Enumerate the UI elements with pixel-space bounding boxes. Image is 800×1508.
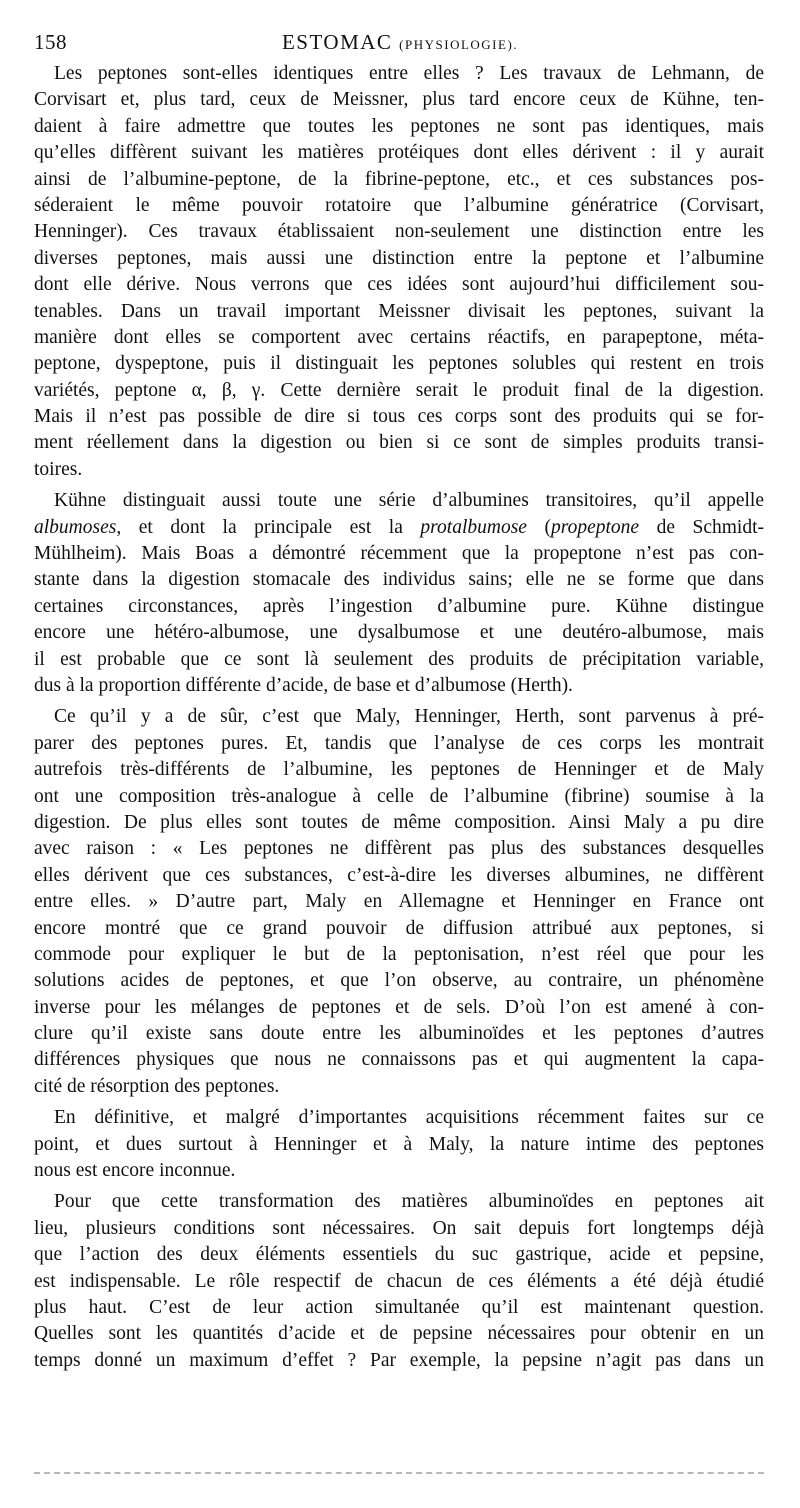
text-line: ont une composition très-analogue à celle de l’albumine (fibrine) soumise à la <box>34 785 764 807</box>
running-header <box>34 30 766 58</box>
text-line: dont elle dérive. Nous verrons que ces idées sont aujourd’hui difficilement sou- <box>34 274 764 296</box>
paragraph <box>34 1189 764 1374</box>
text-line: temps donné un maximum d’effet ? Par exemple, la pepsine n’agit pas dans un <box>34 1349 764 1371</box>
text-line: certaines circonstances, après l’ingestion d’albumine pure. Kühne distingue <box>34 595 764 617</box>
paragraph <box>34 61 764 483</box>
text-line: est indispensable. Le rôle respectif de chacun de ces éléments a été déjà étudié <box>34 1270 764 1292</box>
body-text <box>34 61 764 1374</box>
text-line: parer des peptones pures. Et, tandis que l’analyse de ces corps les montrait <box>34 732 764 754</box>
text-line: variétés, peptone α, β, γ. Cette dernière serait le produit final de la digestion. <box>34 379 764 401</box>
text-line: séderaient le même pouvoir rotatoire que l’albumine génératrice (Corvisart, <box>34 194 764 216</box>
text-line: peptone, dyspeptone, puis il distinguait les peptones solubles qui restent en trois <box>34 353 764 375</box>
text-line: stante dans la digestion stomacale des individus sains; elle ne se forme que dans <box>34 569 764 591</box>
text-line: lieu, plusieurs conditions sont nécessaires. On sait depuis fort longtemps déjà <box>34 1217 764 1239</box>
text-line: avec raison : « Les peptones ne diffèrent pas plus des substances desquelles <box>34 838 764 860</box>
text-line: solutions acides de peptones, et que l’on observe, au contraire, un phénomène <box>34 970 764 992</box>
running-title <box>34 30 766 55</box>
text-line: nous est encore inconnue. <box>34 1160 236 1182</box>
bottom-rule <box>34 1472 764 1474</box>
text-line: Mais il n’est pas possible de dire si tous ces corps sont des produits qui se for- <box>34 406 764 428</box>
text-line: il est probable que ce sont là seulement des produits de précipitation variable, <box>34 648 764 670</box>
text-line: toires. <box>34 458 83 480</box>
text-line: plus haut. C’est de leur action simultanée qu’il est maintenant question. <box>34 1296 764 1318</box>
text-line: manière dont elles se comportent avec certains réactifs, en parapeptone, méta- <box>34 326 764 348</box>
paragraph <box>34 1105 764 1184</box>
text-line: autrefois très-différents de l’albumine, les peptones de Henninger et de Maly <box>34 759 764 781</box>
paragraph <box>34 488 764 699</box>
text-line: Quelles sont les quantités d’acide et de pepsine nécessaires pour obtenir en un <box>34 1323 764 1345</box>
text-line: ment réellement dans la digestion ou bien si ce sont de simples produits transi- <box>34 432 764 454</box>
text-line: digestion. De plus elles sont toutes de même composition. Ainsi Maly a pu dire <box>34 811 764 833</box>
text-line: Corvisart et, plus tard, ceux de Meissner, plus tard encore ceux de Kühne, ten- <box>34 89 764 111</box>
text-line: clure qu’il existe sans doute entre les albuminoïdes et les peptones d’autres <box>34 1023 764 1045</box>
text-line: albumoses, et dont la principale est la protalbumose (propeptone de Schmidt- <box>34 516 764 538</box>
text-line: daient à faire admettre que toutes les peptones ne sont pas identiques, mais <box>34 115 764 137</box>
text-line: commode pour expliquer le but de la peptonisation, n’est réel que pour les <box>34 943 764 965</box>
text-line: Les peptones sont-elles identiques entre elles ? Les travaux de Lehmann, de <box>54 63 764 84</box>
text-line: que l’action des deux éléments essentiels du suc gastrique, acide et pepsine, <box>34 1244 764 1266</box>
paragraph <box>34 704 764 1100</box>
text-line: En définitive, et malgré d’importantes acquisitions récemment faites sur ce <box>54 1107 764 1129</box>
text-line: elles dérivent que ces substances, c’est-à-dire les diverses albumines, ne diffèrent <box>34 864 764 886</box>
running-title-main: ESTOMAC <box>281 30 393 54</box>
text-line: Kühne distinguait aussi toute une série d’albumines transitoires, qu’il appelle <box>54 490 764 512</box>
text-line: ainsi de l’albumine-peptone, de la fibrine-peptone, etc., et ces substances pos- <box>34 168 764 190</box>
text-line: encore montré que ce grand pouvoir de diffusion attribué aux peptones, si <box>34 917 764 939</box>
text-line: Pour que cette transformation des matières albuminoïdes en peptones ait <box>54 1191 764 1213</box>
text-line: encore une hétéro-albumose, une dysalbumose et une deutéro-albumose, mais <box>34 622 764 644</box>
text-line: point, et dues surtout à Henninger et à Maly, la nature intime des peptones <box>34 1133 764 1155</box>
page-number: 158 <box>34 30 67 54</box>
text-line: différences physiques que nous ne connaissons pas et qui augmentent la capa- <box>34 1049 764 1071</box>
text-line: entre elles. » D’autre part, Maly en Allemagne et Henninger en France ont <box>34 891 764 913</box>
text-line: dus à la proportion différente d’acide, de base et d’albumose (Herth). <box>34 674 573 696</box>
text-line: qu’elles diffèrent suivant les matières protéiques dont elles dérivent : il y aurait <box>34 142 764 164</box>
text-line: Mühlheim). Mais Boas a démontré récemment que la propeptone n’est pas con- <box>34 543 764 565</box>
text-line: inverse pour les mélanges de peptones et de sels. D’où l’on est amené à con- <box>34 996 764 1018</box>
text-line: cité de résorption des peptones. <box>34 1075 280 1097</box>
running-title-sub: (PHYSIOLOGIE). <box>399 37 519 52</box>
text-line: tenables. Dans un travail important Meissner divisait les peptones, suivant la <box>34 300 764 322</box>
text-line: Henninger). Ces travaux établissaient non-seulement une distinction entre les <box>34 221 764 243</box>
text-line: diverses peptones, mais aussi une distinction entre la peptone et l’albumine <box>34 247 764 269</box>
text-line: Ce qu’il y a de sûr, c’est que Maly, Henninger, Herth, sont parvenus à pré- <box>54 706 764 728</box>
